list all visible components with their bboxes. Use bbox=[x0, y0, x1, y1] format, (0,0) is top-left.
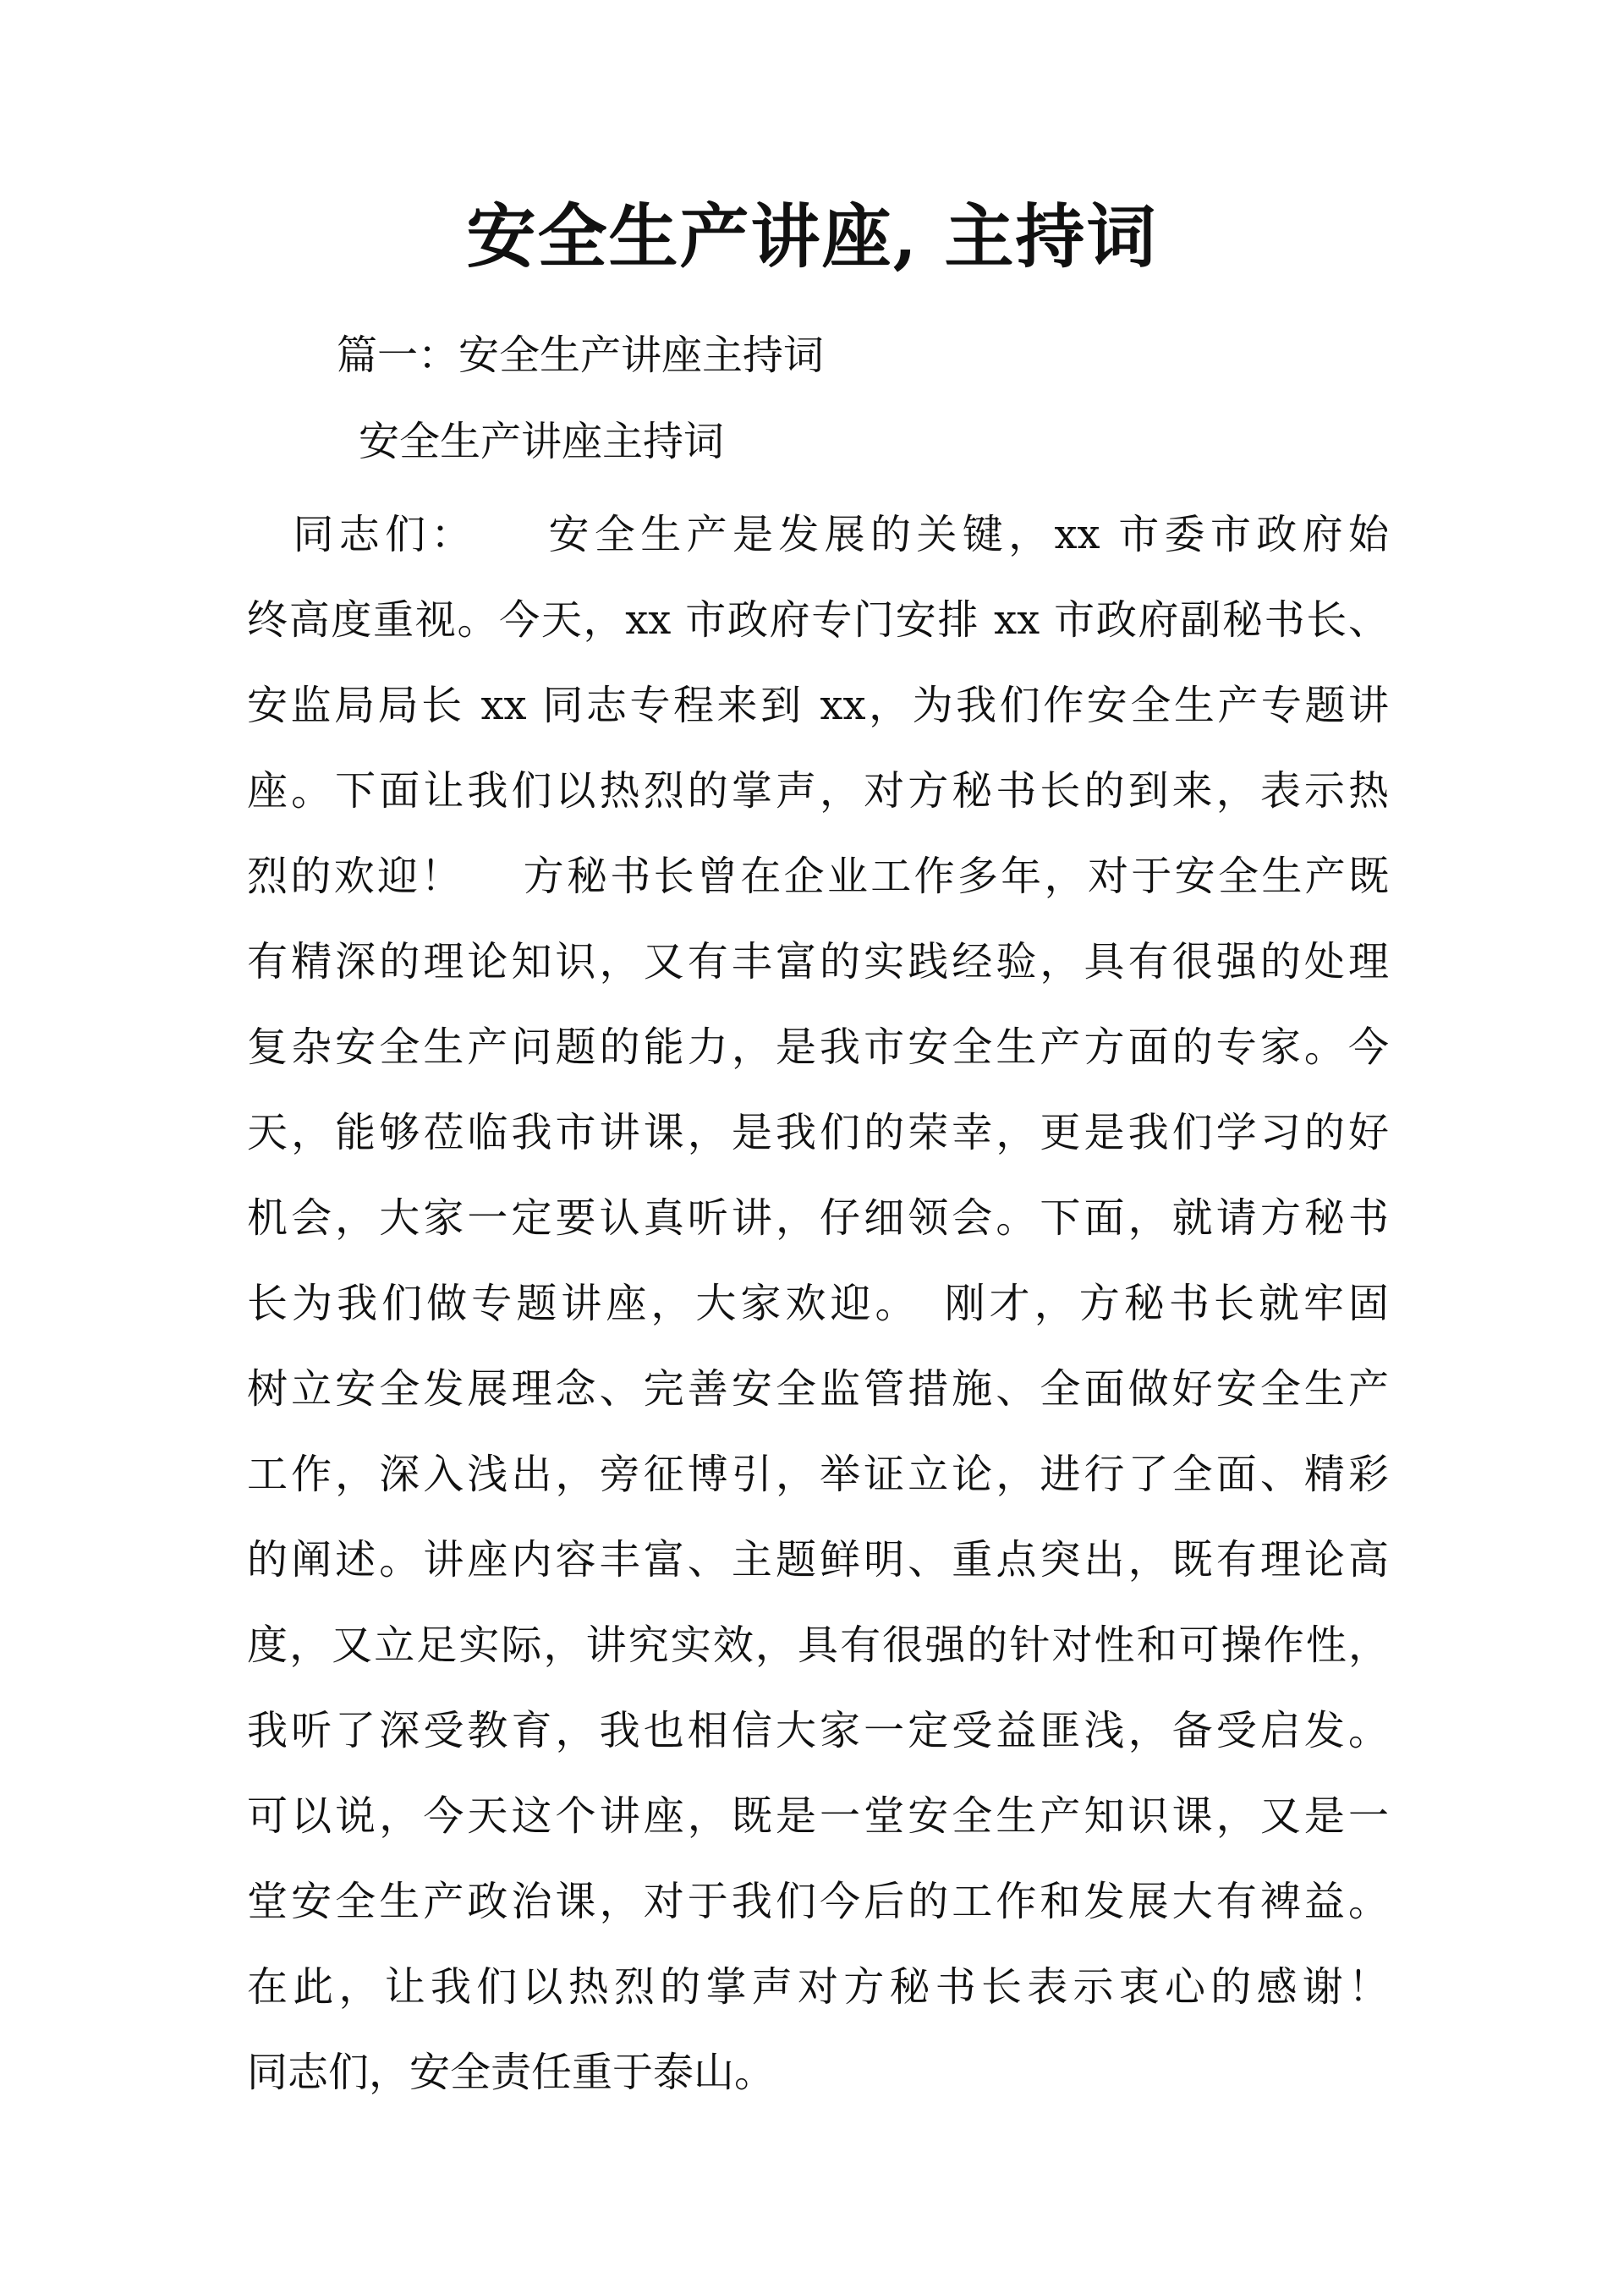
body-line: 可以说，今天这个讲座，既是一堂安全生产知识课，又是一 bbox=[247, 1792, 1389, 1840]
body-line: 工作，深入浅出，旁征博引，举证立论，进行了全面、精彩 bbox=[247, 1451, 1389, 1498]
body-line: 我听了深受教育，我也相信大家一定受益匪浅，备受启发。 bbox=[247, 1707, 1389, 1754]
document-title: 安全生产讲座, 主持词 bbox=[466, 196, 1158, 277]
section-heading: 安全生产讲座主持词 bbox=[359, 418, 725, 465]
body-line: 终高度重视。今天，xx 市政府专门安排 xx 市政府副秘书长、 bbox=[247, 596, 1389, 644]
body-line: 堂安全生产政治课，对于我们今后的工作和发展大有裨益。 bbox=[247, 1878, 1389, 1925]
body-text bbox=[247, 492, 1389, 2116]
body-line: 的阐述。讲座内容丰富、主题鲜明、重点突出，既有理论高 bbox=[247, 1536, 1389, 1583]
body-line: 烈的欢迎！ 方秘书长曾在企业工作多年，对于安全生产既 bbox=[247, 853, 1389, 900]
body-line: 机会，大家一定要认真听讲，仔细领会。下面，就请方秘书 bbox=[247, 1194, 1389, 1242]
body-line: 天，能够莅临我市讲课，是我们的荣幸，更是我们学习的好 bbox=[247, 1109, 1389, 1156]
body-line: 复杂安全生产问题的能力，是我市安全生产方面的专家。今 bbox=[247, 1024, 1389, 1071]
body-line: 同志们： 安全生产是发展的关键，xx 市委市政府始 bbox=[247, 511, 1389, 558]
body-line: 树立安全发展理念、完善安全监管措施、全面做好安全生产 bbox=[247, 1365, 1389, 1413]
body-line: 有精深的理论知识，又有丰富的实践经验，具有很强的处理 bbox=[247, 938, 1389, 985]
body-line: 在此，让我们以热烈的掌声对方秘书长表示衷心的感谢！ bbox=[247, 1963, 1389, 2011]
body-line: 安监局局长 xx 同志专程来到 xx，为我们作安全生产专题讲 bbox=[247, 682, 1389, 729]
body-line: 同志们，安全责任重于泰山。 bbox=[247, 2049, 776, 2096]
document-subtitle: 篇一：安全生产讲座主持词 bbox=[337, 332, 825, 379]
body-line: 长为我们做专题讲座，大家欢迎。 刚才，方秘书长就牢固 bbox=[247, 1280, 1389, 1327]
body-line: 度，又立足实际，讲究实效，具有很强的针对性和可操作性， bbox=[247, 1622, 1389, 1669]
body-line: 座。下面让我们以热烈的掌声，对方秘书长的到来，表示热 bbox=[247, 767, 1389, 815]
